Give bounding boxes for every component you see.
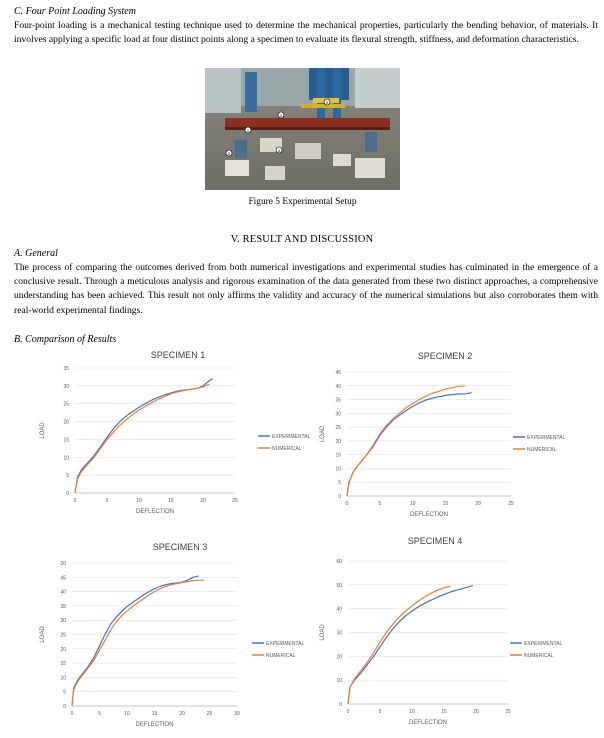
- y-axis-label: LOAD: [40, 422, 46, 439]
- y-tick-label: 5: [63, 689, 66, 696]
- y-tick-label: 10: [63, 455, 69, 462]
- x-tick-label: 0: [73, 498, 77, 504]
- x-tick-label: 10: [124, 711, 130, 717]
- y-tick-label: 0: [338, 494, 341, 500]
- series-line-numerical: [348, 587, 450, 705]
- series-line-experimental: [72, 576, 199, 706]
- x-axis-label: DEFLECTION: [409, 512, 449, 518]
- x-tick-label: 15: [168, 498, 174, 504]
- y-tick-label: 40: [335, 383, 341, 390]
- series-line-experimental: [348, 586, 473, 705]
- section-a-paragraph: The process of comparing the outcomes derived from both numerical investigations and experimental studies has culminated in the emergence of a conclusive result. Through a meticulous analysis and rigorous examination of the data generated from these two distinct approaches, a comprehensive understanding has been achieved. This result not only affirms the validity and accuracy of the numerical simulations but also corroborates them with real-world experimental findings.: [14, 262, 598, 316]
- legend-label: NUMERICAL: [272, 446, 302, 452]
- y-tick-label: 40: [60, 589, 66, 596]
- y-tick-label: 50: [336, 582, 342, 589]
- x-tick-label: 20: [200, 498, 206, 504]
- chart-specimen-4: [310, 530, 604, 735]
- y-tick-label: 15: [63, 437, 69, 444]
- marker-5: 5: [227, 151, 231, 156]
- chart-title: SPECIMEN 4: [407, 536, 463, 546]
- legend-label: NUMERICAL: [527, 447, 557, 453]
- section-c-heading: C. Four Point Loading System: [14, 6, 136, 17]
- marker-1: 1: [246, 128, 250, 133]
- experimental-setup-illustration: [205, 68, 400, 190]
- y-tick-label: 30: [60, 618, 66, 625]
- legend-label: EXPERIMENTAL: [524, 641, 563, 647]
- x-axis-label: DEFLECTION: [135, 722, 174, 728]
- y-tick-label: 25: [60, 632, 66, 639]
- x-tick-label: 10: [136, 498, 142, 504]
- legend-label: EXPERIMENTAL: [266, 641, 305, 647]
- y-tick-label: 50: [60, 561, 66, 567]
- section-c-paragraph: Four-point loading is a mechanical testing technique used to determine the mechanical properties, particularly the bending behavior, of materials. It involves applying a specific load at four distinct points along a specimen to evaluate its flexural strength, stiffness, and deformation characteristics.: [14, 20, 598, 46]
- x-tick-label: 5: [98, 711, 101, 717]
- y-tick-label: 20: [335, 438, 341, 445]
- marker-4: 4: [277, 148, 281, 153]
- x-tick-label: 25: [232, 498, 238, 504]
- y-tick-label: 5: [338, 480, 341, 487]
- y-tick-label: 20: [336, 654, 342, 661]
- series-line-numerical: [75, 384, 209, 493]
- x-tick-label: 30: [234, 711, 240, 717]
- x-tick-label: 10: [409, 709, 415, 715]
- x-tick-label: 20: [179, 711, 185, 717]
- chart-title: SPECIMEN 2: [417, 351, 473, 361]
- marker-2: 2: [279, 113, 283, 118]
- x-tick-label: 15: [442, 501, 449, 507]
- marker-3: 3: [325, 100, 329, 105]
- legend-label: EXPERIMENTAL: [527, 435, 566, 441]
- y-tick-label: 0: [339, 702, 342, 708]
- y-tick-label: 35: [335, 397, 341, 404]
- x-tick-label: 25: [505, 709, 511, 715]
- x-tick-label: 0: [70, 711, 74, 717]
- section-b-heading: B. Comparison of Results: [14, 334, 117, 345]
- y-tick-label: 30: [335, 411, 341, 418]
- x-tick-label: 10: [409, 501, 416, 507]
- y-tick-label: 60: [336, 559, 342, 565]
- legend-label: NUMERICAL: [524, 653, 554, 659]
- y-axis-label: LOAD: [320, 624, 326, 641]
- x-tick-label: 5: [105, 498, 109, 504]
- chart-specimen-3: [30, 535, 310, 735]
- chart-specimen-1: [30, 345, 320, 520]
- y-axis-label: LOAD: [320, 425, 326, 443]
- y-tick-label: 20: [60, 646, 66, 653]
- y-tick-label: 10: [336, 678, 342, 685]
- x-tick-label: 15: [441, 709, 447, 715]
- figure-caption: Figure 5 Experimental Setup: [248, 197, 357, 207]
- section-a-heading: A. General: [14, 248, 58, 259]
- y-tick-label: 30: [336, 630, 342, 637]
- y-tick-label: 35: [63, 366, 69, 372]
- y-tick-label: 0: [63, 704, 66, 710]
- y-tick-label: 5: [66, 473, 69, 480]
- legend-label: EXPERIMENTAL: [272, 434, 311, 440]
- x-axis-label: DEFLECTION: [135, 509, 175, 515]
- y-tick-label: 15: [60, 661, 66, 668]
- section-v-heading: V. RESULT AND DISCUSSION: [230, 234, 374, 245]
- y-tick-label: 25: [335, 425, 341, 432]
- y-tick-label: 10: [60, 675, 66, 682]
- x-tick-label: 20: [475, 501, 481, 507]
- chart-title: SPECIMEN 1: [150, 350, 206, 360]
- x-tick-label: 0: [345, 501, 349, 507]
- y-tick-label: 35: [60, 603, 66, 610]
- chart-title: SPECIMEN 3: [152, 542, 208, 552]
- x-tick-label: 25: [508, 501, 514, 507]
- y-tick-label: 45: [335, 370, 341, 376]
- chart-specimen-2: [310, 345, 604, 520]
- y-tick-label: 45: [60, 575, 66, 582]
- x-tick-label: 0: [346, 709, 350, 715]
- series-line-experimental: [75, 379, 213, 493]
- y-tick-label: 0: [66, 491, 69, 497]
- y-tick-label: 25: [63, 401, 69, 408]
- series-line-experimental: [347, 393, 472, 496]
- legend-label: NUMERICAL: [266, 653, 296, 659]
- y-tick-label: 30: [63, 383, 69, 390]
- y-tick-label: 15: [335, 452, 341, 459]
- x-tick-label: 25: [206, 711, 213, 717]
- y-axis-label: LOAD: [40, 626, 46, 643]
- x-tick-label: 20: [473, 709, 479, 715]
- y-tick-label: 20: [63, 419, 69, 426]
- x-tick-label: 5: [378, 709, 382, 715]
- y-tick-label: 40: [336, 606, 342, 613]
- y-tick-label: 10: [335, 466, 341, 473]
- x-axis-label: DEFLECTION: [408, 720, 448, 726]
- x-tick-label: 5: [378, 501, 382, 507]
- x-tick-label: 15: [151, 711, 158, 717]
- experimental-setup-photo: [205, 68, 400, 190]
